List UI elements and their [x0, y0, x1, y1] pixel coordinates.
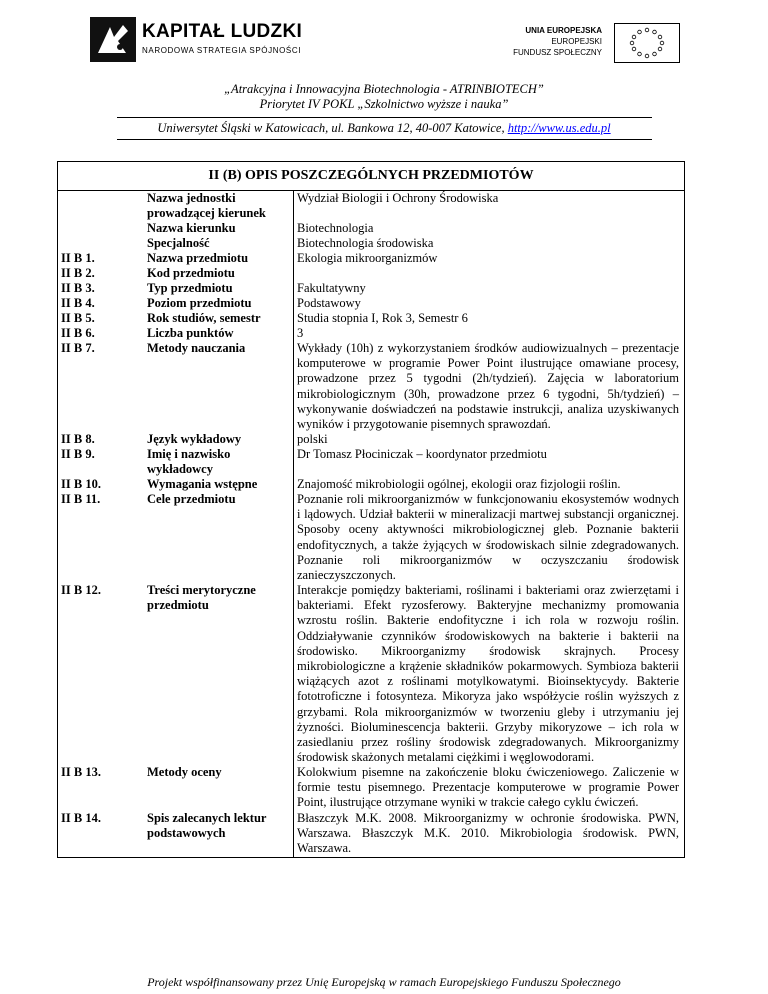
- row-code: II B 6.: [61, 326, 95, 340]
- table-row: [58, 296, 684, 311]
- table-title: II (B) OPIS POSZCZEGÓLNYCH PRZEDMIOTÓW: [58, 162, 684, 191]
- kapital-ludzki-logo: [90, 17, 310, 62]
- university-address: [0, 121, 768, 136]
- row-value: 3: [297, 326, 304, 340]
- project-priority: Priorytet IV POKL „Szkolnictwo wyższe i nauka”: [259, 97, 509, 111]
- logo-subtitle: NARODOWA STRATEGIA SPÓJNOŚCI: [142, 46, 302, 55]
- row-value: Kolokwium pisemne na zakończenie bloku ćwiczeniowego. Zaliczenie w formie testu pisemnego. Prezentacje komputerowe w programie Power Point, ilustrujące otrzymane wyniki w trakcie całego cyklu ćwiczeń.: [297, 765, 679, 810]
- row-value: Ekologia mikroorganizmów: [297, 251, 438, 265]
- eu-line2: EUROPEJSKI: [551, 37, 602, 46]
- table-row: [58, 447, 684, 477]
- row-value: Błaszczyk M.K. 2008. Mikroorganizmy w ochronie środowiska. PWN, Warszawa. Błaszczyk M.K. 2010. Mikrobiologia środowisk. PWN, Warszawa.: [297, 811, 679, 856]
- row-value: Dr Tomasz Płociniczak – koordynator przedmiotu: [297, 447, 547, 461]
- row-value: Podstawowy: [297, 296, 361, 310]
- address-text: Uniwersytet Śląski w Katowicach, ul. Bankowa 12, 40-007 Katowice,: [157, 121, 505, 135]
- row-value: Wykłady (10h) z wykorzystaniem środków audiowizualnych – prezentacje komputerowe w programie Power Point ilustrujące omawiane procesy, prowadzone przez 5 tygodni (2h/tydzień). Zajęcia w laboratorium mikrobiologicznym (30h, prowadzone przez 6 tygodni, 5h/tydzień) – wykonywanie doświadczeń na podstawie instrukcji, analiza uzyskiwanych wyników i przygotowanie pisemnych sprawozdań.: [297, 341, 679, 432]
- row-code: II B 14.: [61, 811, 101, 825]
- table-row: [58, 281, 684, 296]
- row-label: Nazwa przedmiotu: [147, 251, 249, 265]
- table-row: [58, 236, 684, 251]
- row-value: Biotechnologia środowiska: [297, 236, 434, 250]
- row-label: Poziom przedmiotu: [147, 296, 252, 310]
- table-row: [58, 811, 684, 857]
- row-code: II B 3.: [61, 281, 95, 295]
- row-label: Imię i nazwisko wykładowcy: [147, 447, 231, 477]
- row-label: Liczba punktów: [147, 326, 234, 340]
- eu-line3: FUNDUSZ SPOŁECZNY: [513, 48, 602, 57]
- table-row: [58, 477, 684, 492]
- row-label: Metody nauczania: [147, 341, 246, 355]
- row-code: II B 1.: [61, 251, 95, 265]
- row-code: II B 2.: [61, 266, 95, 280]
- row-code: II B 7.: [61, 341, 95, 355]
- table-row: [58, 221, 684, 236]
- row-value: Studia stopnia I, Rok 3, Semestr 6: [297, 311, 468, 325]
- row-code: II B 9.: [61, 447, 95, 461]
- header-divider-bottom: [117, 139, 652, 140]
- table-row: [58, 432, 684, 447]
- university-link[interactable]: http://www.us.edu.pl: [507, 121, 611, 135]
- kapital-ludzki-emblem-icon: [90, 17, 136, 62]
- row-code: II B 10.: [61, 477, 101, 491]
- row-label: Spis zalecanych lektur podstawowych: [147, 811, 267, 841]
- row-code: II B 5.: [61, 311, 95, 325]
- course-description-table: [57, 161, 685, 858]
- table-row: [58, 311, 684, 326]
- table-row: [58, 326, 684, 341]
- row-value: Fakultatywny: [297, 281, 366, 295]
- row-value: Poznanie roli mikroorganizmów w funkcjonowaniu ekosystemów wodnych i lądowych. Udział bakterii w mineralizacji martwej substancji organicznej. Sposoby oceny aktywności mikrobiologicznej gleb. Poznanie bakterii endofitycznych, a także żyjących w środowiskach silnie zdegradowanych. Poznanie roli mikroorganizmów w oczyszczaniu środowisk zanieczyszczonych.: [297, 492, 679, 583]
- page-header: [0, 0, 768, 80]
- table-row: [58, 583, 684, 765]
- row-label: Rok studiów, semestr: [147, 311, 261, 325]
- row-label: Język wykładowy: [147, 432, 242, 446]
- project-title: „Atrakcyjna i Innowacyjna Biotechnologia - ATRINBIOTECH”: [224, 82, 544, 96]
- row-value: Biotechnologia: [297, 221, 374, 235]
- row-code: II B 13.: [61, 765, 101, 779]
- row-label: Nazwa jednostki prowadzącej kierunek: [147, 191, 266, 221]
- table-row: [58, 251, 684, 266]
- row-value: polski: [297, 432, 328, 446]
- table-row: [58, 492, 684, 583]
- table-row: [58, 341, 684, 432]
- table-row: [58, 765, 684, 811]
- row-label: Kod przedmiotu: [147, 266, 235, 280]
- table-row: [58, 191, 684, 221]
- row-label: Typ przedmiotu: [147, 281, 233, 295]
- row-value: Interakcje pomiędzy bakteriami, roślinami i bakteriami oraz zwierzętami i bakteriami. Efekt ryzosferowy. Bakteryjne mechanizmy promowania wzrostu roślin. Bakterie endofityczne i ich rola w rozwoju roślin. Oddziaływanie czynników środowiskowych na bakterie i bakterii na środowisko. Mikroorganizmy środowisk skrajnych. Procesy mikrobiologiczne a krążenie składników pokarmowych. Symbioza bakterii wiążących azot z roślinami motylkowatymi. Bioinsektycydy. Bakterie fototroficzne i fotosynteza. Mikoryza jako współżycie roślin wyższych z grzybami. Rola mikroorganizmów w tworzeniu gleby i utrzymaniu jej żyzności. Bioluminescencja bakterii. Grzyby mikoryzowe – ich rola w zasiedlaniu przez rośliny środowisk zdegradowanych. Mikroorganizmy środowisk skażonych metalami ciężkimi i węglowodorami.: [297, 583, 679, 765]
- row-value: Znajomość mikrobiologii ogólnej, ekologii oraz fizjologii roślin.: [297, 477, 621, 491]
- row-label: Nazwa kierunku: [147, 221, 236, 235]
- eu-line1: UNIA EUROPEJSKA: [525, 26, 602, 35]
- eu-logo-text: [513, 25, 602, 58]
- project-info: [0, 82, 768, 112]
- eu-flag-icon: [614, 23, 680, 63]
- row-value: Wydział Biologii i Ochrony Środowiska: [297, 191, 499, 205]
- row-code: II B 11.: [61, 492, 101, 506]
- row-label: Wymagania wstępne: [147, 477, 258, 491]
- eu-logo: [480, 23, 680, 63]
- header-divider-top: [117, 117, 652, 118]
- row-label: Metody oceny: [147, 765, 222, 779]
- row-code: II B 8.: [61, 432, 95, 446]
- row-label: Cele przedmiotu: [147, 492, 236, 506]
- row-label: Specjalność: [147, 236, 210, 250]
- row-code: II B 4.: [61, 296, 95, 310]
- row-code: II B 12.: [61, 583, 101, 597]
- table-body: [58, 191, 684, 857]
- row-label: Treści merytoryczne przedmiotu: [147, 583, 256, 613]
- table-row: [58, 266, 684, 281]
- logo-title: KAPITAŁ LUDZKI: [142, 21, 303, 42]
- page-footer: Projekt współfinansowany przez Unię Europejską w ramach Europejskiego Funduszu Społecznego: [147, 975, 621, 989]
